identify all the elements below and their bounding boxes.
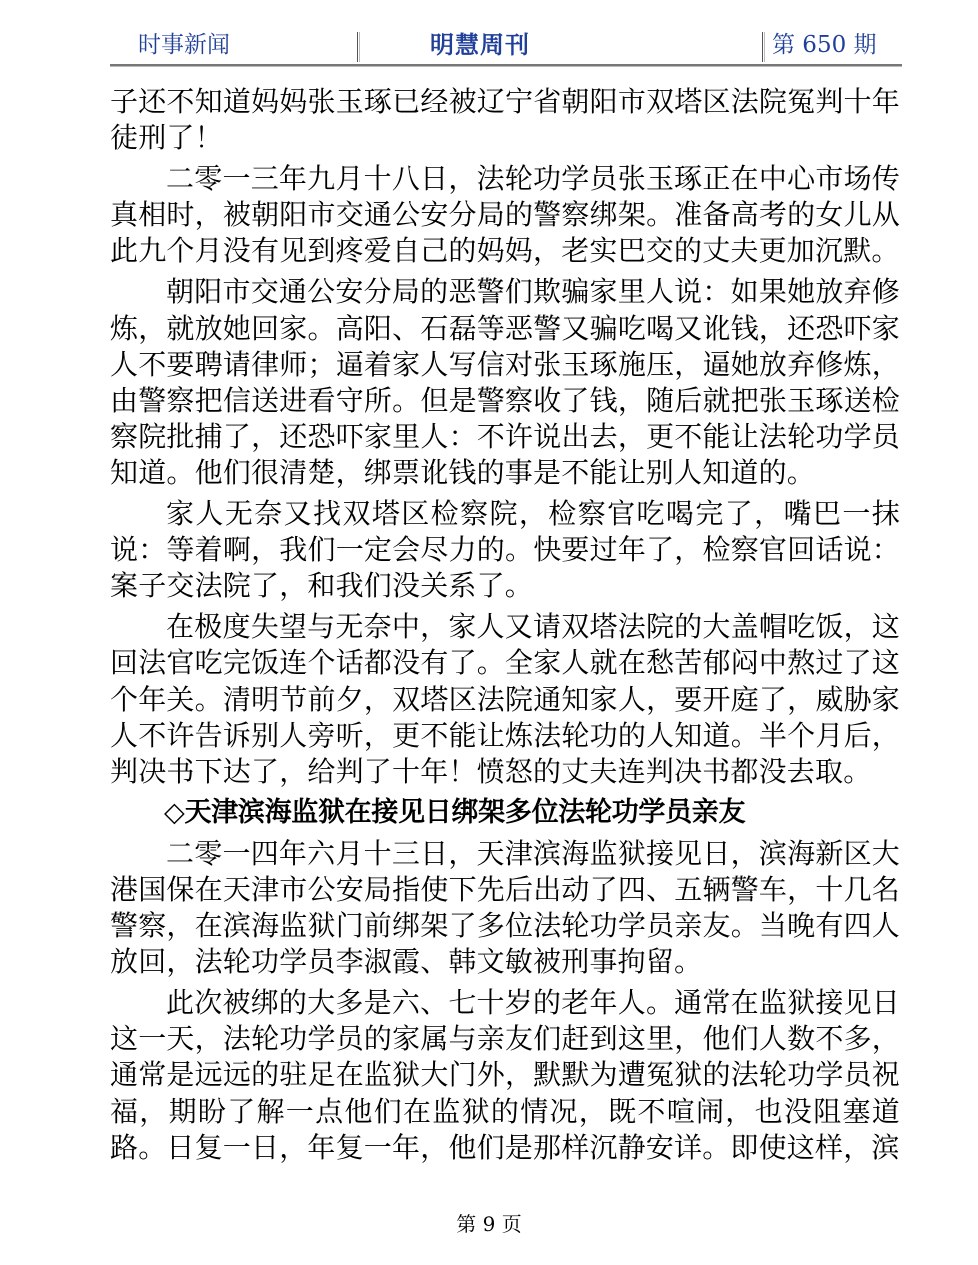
paragraph: 子还不知道妈妈张玉琢已经被辽宁省朝阳市双塔区法院冤判十年徒刑了！	[110, 85, 900, 155]
page-number: 第 9 页	[456, 1212, 522, 1236]
section-label: 时事新闻	[138, 32, 230, 58]
section-heading: ◇天津滨海监狱在接见日绑架多位法轮功学员亲友	[164, 796, 746, 828]
article-body	[110, 84, 900, 1166]
header-divider	[357, 32, 360, 62]
header-rule	[110, 64, 902, 66]
paragraph: 二零一四年六月十三日，天津滨海监狱接见日，滨海新区大港国保在天津市公安局指使下先后出动了四、五辆警车，十几名警察，在滨海监狱门前绑架了多位法轮功学员亲友。当晚有四人放回，法轮功学员李淑霞、韩文敏被刑事拘留。	[110, 836, 900, 979]
paragraph: 在极度失望与无奈中，家人又请双塔法院的大盖帽吃饭，这回法官吃完饭连个话都没有了。全家人就在愁苦郁闷中熬过了这个年关。清明节前夕，双塔区法院通知家人，要开庭了，威胁家人不许告诉别人旁听，更不能让炼法轮功的人知道。半个月后，判决书下达了，给判了十年！愤怒的丈夫连判决书都没去取。	[110, 610, 900, 788]
paragraph: 此次被绑的大多是六、七十岁的老年人。通常在监狱接见日这一天，法轮功学员的家属与亲友们赶到这里，他们人数不多，通常是远远的驻足在监狱大门外，默默为遭冤狱的法轮功学员祝福，期盼了解一点他们在监狱的情况，既不喧闹，也没阻塞道路。日复一日，年复一年，他们是那样沉静安详。即使这样，滨	[110, 986, 900, 1164]
page-header	[110, 24, 902, 68]
header-divider	[762, 32, 765, 62]
publication-title: 明慧周刊	[430, 30, 530, 59]
paragraph: 朝阳市交通公安分局的恶警们欺骗家里人说：如果她放弃修炼，就放她回家。高阳、石磊等恶警又骗吃喝又讹钱，还恐吓家人不要聘请律师；逼着家人写信对张玉琢施压，逼她放弃修炼，由警察把信送进看守所。但是警察收了钱，随后就把张玉琢送检察院批捕了，还恐吓家里人：不许说出去，更不能让法轮功学员知道。他们很清楚，绑票讹钱的事是不能让别人知道的。	[110, 275, 900, 489]
paragraph: 家人无奈又找双塔区检察院，检察官吃喝完了，嘴巴一抹说：等着啊，我们一定会尽力的。快要过年了，检察官回话说：案子交法院了，和我们没关系了。	[110, 497, 900, 603]
paragraph: 二零一三年九月十八日，法轮功学员张玉琢正在中心市场传真相时，被朝阳市交通公安分局的警察绑架。准备高考的女儿从此九个月没有见到疼爱自己的妈妈，老实巴交的丈夫更加沉默。	[110, 162, 900, 268]
issue-number: 第 650 期	[772, 32, 877, 58]
